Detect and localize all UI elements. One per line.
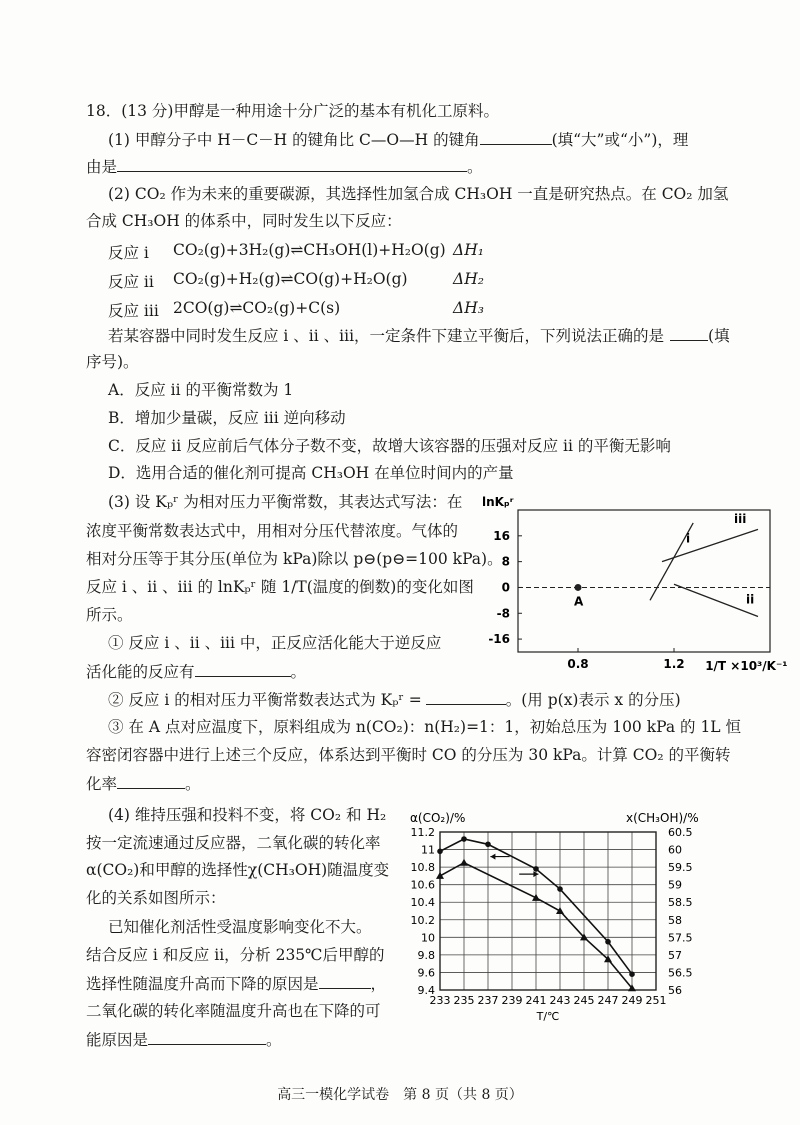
- reaction-enthalpy: ΔH₂: [453, 270, 484, 288]
- reaction-equation: CO₂(g)+H₂(g)⇌CO(g)+H₂O(g): [173, 270, 408, 288]
- answer-blank[interactable]: [480, 129, 552, 145]
- x-tick-label: 245: [573, 994, 595, 1007]
- y-right-tick-label: 58: [668, 913, 682, 927]
- part1-reason-label: 由是: [86, 158, 118, 176]
- plot-frame: [440, 832, 656, 990]
- answer-blank[interactable]: [117, 773, 185, 789]
- answer-blank[interactable]: [148, 1029, 266, 1045]
- answer-blank[interactable]: [195, 661, 291, 677]
- part3-line5: 所示。: [86, 606, 133, 624]
- y-tick-label: 10.8: [410, 861, 435, 875]
- part3-q2-text: ② 反应 i 的相对压力平衡常数表达式为 Kₚʳ =: [108, 691, 422, 709]
- part1-period: 。: [467, 158, 483, 176]
- option-d: D．选用合适的催化剂可提高 CH₃OH 在单位时间内的产量: [108, 464, 514, 482]
- lnkp-chart: [470, 492, 790, 672]
- part3-q1-line1: ① 反应 i 、ii 、iii 中，正反应活化能大于逆反应: [108, 634, 442, 652]
- conversion-selectivity-chart: [400, 810, 700, 1032]
- part4-question3: [86, 1029, 282, 1050]
- plot-frame: [518, 510, 770, 652]
- part4-q1-text: 选择性随温度升高而下降的原因是: [86, 975, 319, 993]
- part2-line1: (2) CO₂ 作为未来的重要碳源，其选择性加氢合成 CH₃OH 一直是研究热点。在 CO₂ 加氢: [108, 185, 729, 203]
- part4-line1: (4) 维持压强和投料不变，将 CO₂ 和 H₂: [108, 806, 387, 824]
- y-tick-label: 10.6: [410, 878, 435, 892]
- part3-q2-tail: 。(用 p(x)表示 x 的分压): [505, 691, 681, 709]
- part4-q2-period: 。: [266, 1031, 282, 1049]
- y-tick-label: -8: [496, 606, 510, 621]
- x-tick-label: 249: [621, 994, 643, 1007]
- part4-line5: 已知催化剂活性受温度影响变化不大。: [108, 918, 372, 936]
- data-point: [557, 886, 563, 892]
- y-tick-label: 10: [421, 931, 435, 945]
- page-footer: 高三一模化学试卷 第 8 页（共 8 页）: [277, 1087, 523, 1103]
- point-a-label: A: [574, 594, 584, 609]
- y-axis-label: α(CO₂)/%: [410, 811, 466, 825]
- point-a: [575, 584, 582, 591]
- part4-line2: 按一定流速通过反应器，二氧化碳的转化率: [86, 834, 381, 852]
- series-label-i: i: [686, 531, 691, 546]
- x-axis-label: T/℃: [536, 1010, 560, 1023]
- x-tick-label: 247: [597, 994, 619, 1007]
- series-label-ii: ii: [746, 592, 755, 607]
- part1-line1: [108, 129, 688, 150]
- x-tick-label: 251: [645, 994, 667, 1007]
- data-point: [605, 939, 611, 945]
- question-header: 18．(13 分)甲醇是一种用途十分广泛的基本有机化工原料。: [86, 102, 499, 120]
- x-tick-label: 237: [477, 994, 499, 1007]
- x-tick-label: 233: [429, 994, 451, 1007]
- part3-line1: (3) 设 Kₚʳ 为相对压力平衡常数，其表达式写法：在: [108, 493, 463, 511]
- y-tick-label: 10.4: [410, 896, 435, 910]
- reaction-name: 反应 iii: [108, 302, 159, 320]
- y-right-tick-label: 59: [668, 878, 682, 892]
- arrow-left-head: [490, 854, 495, 860]
- data-point: [533, 866, 539, 872]
- part3-q1-text: 活化能的反应有: [86, 663, 195, 681]
- data-point: [556, 907, 564, 914]
- y-tick-label: 8: [501, 554, 510, 569]
- x-tick-label: 0.8: [567, 657, 589, 671]
- part3-line3: 相对分压等于其分压(单位为 kPa)除以 p⊖(p⊖=100 kPa)。: [86, 550, 503, 568]
- part4-q1-comma: ，: [370, 975, 387, 993]
- y-tick-label: -16: [488, 632, 510, 647]
- data-point: [436, 872, 444, 879]
- y-tick-label: 10.2: [410, 913, 435, 927]
- y-tick-label: 9.6: [417, 966, 435, 980]
- reaction-name: 反应 i: [108, 244, 149, 262]
- part3-q2: [108, 689, 681, 710]
- reaction-enthalpy: ΔH₃: [453, 299, 484, 317]
- y-right-tick-label: 57.5: [668, 931, 693, 945]
- y-tick-label: 0: [501, 580, 510, 595]
- answer-blank[interactable]: [117, 156, 467, 172]
- y-right-tick-label: 60.5: [668, 826, 693, 839]
- option-b: B．增加少量碳，反应 iii 逆向移动: [108, 409, 346, 427]
- part3-q3-line1: ③ 在 A 点对应温度下，原料组成为 n(CO₂)：n(H₂)=1：1，初始总压为 100 kPa 的 1L 恒: [108, 718, 742, 736]
- y-tick-label: 11.2: [410, 826, 435, 839]
- option-a: A．反应 ii 的平衡常数为 1: [108, 381, 294, 399]
- part4-line3: α(CO₂)和甲醇的选择性χ(CH₃OH)随温度变: [86, 861, 390, 879]
- y-right-tick-label: 56.5: [668, 966, 693, 980]
- y-tick-label: 9.8: [417, 948, 435, 962]
- y-right-tick-label: 56: [668, 984, 682, 997]
- part3-q3-label: 化率: [86, 775, 118, 793]
- y-tick-label: 16: [493, 528, 510, 543]
- x-tick-label: 1.2: [663, 657, 685, 671]
- data-point: [460, 859, 468, 866]
- part3-q3-line3: [86, 773, 201, 794]
- part2-question-text: 若某容器中同时发生反应 i 、ii 、iii，一定条件下建立平衡后，下列说法正确的是: [108, 327, 665, 345]
- y-right-tick-label: 58.5: [668, 896, 693, 910]
- part3-q3-period: 。: [185, 775, 201, 793]
- part2-question-end: 序号)。: [86, 353, 139, 371]
- y-tick-label: 9.4: [417, 984, 435, 997]
- x-tick-label: 243: [549, 994, 571, 1007]
- x-tick-label: 241: [525, 994, 547, 1007]
- reaction-enthalpy: ΔH₁: [453, 241, 484, 259]
- part3-q1-period: 。: [290, 663, 307, 681]
- part3-q1-line2: [86, 661, 306, 682]
- part2-question: [108, 325, 730, 346]
- part3-q3-line2: 容密闭容器中进行上述三个反应，体系达到平衡时 CO 的分压为 30 kPa。计算 CO₂ 的平衡转: [86, 746, 731, 764]
- y-right-tick-label: 60: [668, 843, 682, 857]
- reaction-equation: CO₂(g)+3H₂(g)⇌CH₃OH(l)+H₂O(g): [173, 241, 446, 259]
- part4-line6: 结合反应 i 和反应 ii，分析 235℃后甲醇的: [86, 946, 385, 964]
- y-tick-label: 11: [421, 843, 435, 857]
- option-c: C．反应 ii 反应前后气体分子数不变，故增大该容器的压强对反应 ii 的平衡无影响: [108, 437, 671, 455]
- part4-line4: 化的关系如图所示：: [86, 889, 226, 907]
- y-right-axis-label: x(CH₃OH)/%: [626, 811, 699, 825]
- data-point: [461, 836, 467, 842]
- reaction-name: 反应 ii: [108, 273, 154, 291]
- part4-q2-text: 能原因是: [86, 1031, 149, 1049]
- y-right-tick-label: 59.5: [668, 861, 693, 875]
- part2-question-fill: (填: [708, 327, 730, 345]
- series-line-iii: [662, 529, 758, 561]
- y-right-tick-label: 57: [668, 948, 682, 962]
- answer-blank[interactable]: [670, 325, 708, 341]
- part1-text-b: (填“大”或“小”)，理: [551, 131, 689, 149]
- x-tick-label: 239: [501, 994, 523, 1007]
- data-point: [437, 849, 443, 855]
- y-axis-label: lnKₚʳ: [482, 495, 514, 509]
- part2-line2: 合成 CH₃OH 的体系中，同时发生以下反应：: [86, 212, 402, 230]
- data-point: [629, 971, 635, 977]
- part4-question1: [86, 973, 386, 994]
- x-axis-label: 1/T ×10³/K⁻¹: [705, 659, 788, 672]
- reaction-equation: 2CO(g)⇌CO₂(g)+C(s): [173, 299, 341, 317]
- part3-line2: 浓度平衡常数表达式中，用相对分压代替浓度。气体的: [86, 522, 459, 540]
- data-point: [485, 841, 491, 847]
- series-label-iii: iii: [734, 511, 747, 526]
- answer-blank[interactable]: [319, 973, 371, 989]
- part1-text-a: (1) 甲醇分子中 H－C－H 的键角比 C—O—H 的键角: [108, 131, 480, 149]
- part4-question2: 二氧化碳的转化率随温度升高也在下降的可: [86, 1002, 381, 1020]
- part3-line4: 反应 i 、ii 、iii 的 lnKₚʳ 随 1/T(温度的倒数)的变化如图: [86, 578, 474, 596]
- answer-blank[interactable]: [426, 689, 506, 705]
- part1-line2: [86, 156, 483, 177]
- x-tick-label: 235: [453, 994, 475, 1007]
